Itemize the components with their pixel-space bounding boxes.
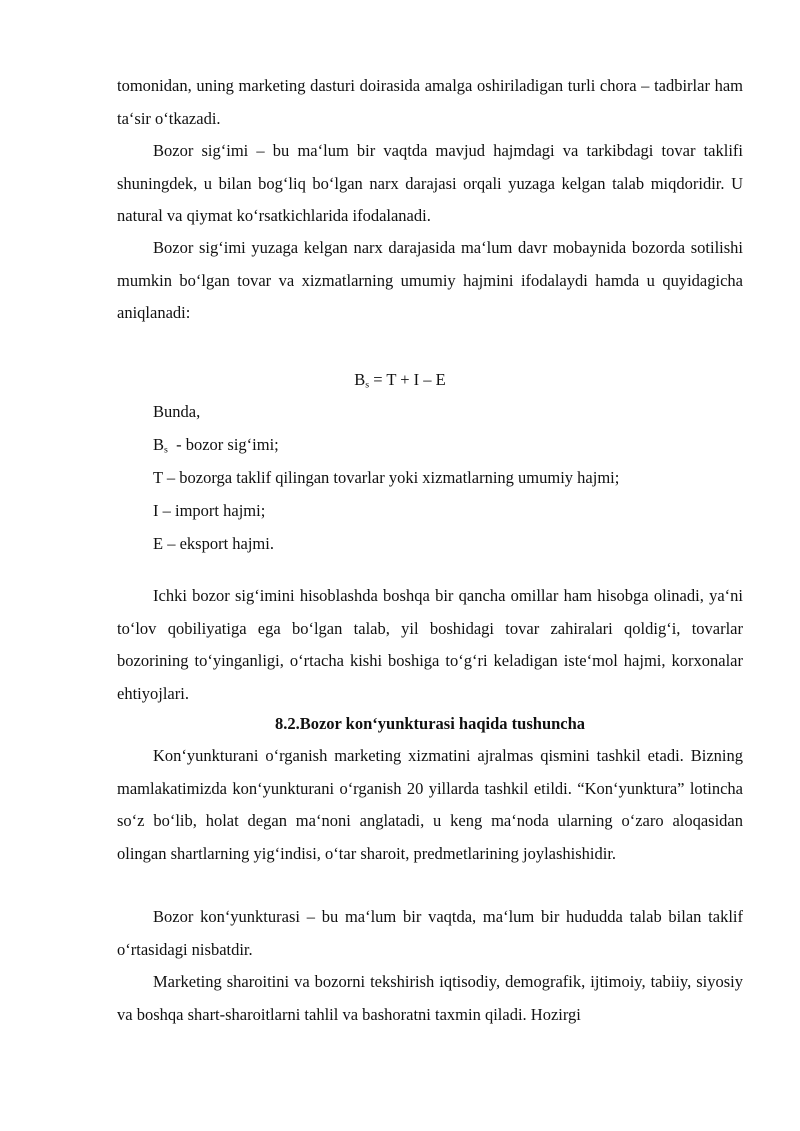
legend-e: E – eksport hajmi.	[153, 534, 274, 553]
formula-subscript: s	[365, 379, 370, 391]
paragraph-konyunktura-study: Kon‘yunkturani o‘rganish marketing xizmatini ajralmas qismini tashkil etadi. Bizning mamlakatimizda kon‘yunkturani o‘rganish 20 yillarda tashkil etildi. “Kon‘yunktura” lotincha so‘z bo‘lib, holat degan ma‘noni anglatadi, u keng ma‘noda ularning o‘zaro aloqasidan olingan shartlarning yig‘indisi, o‘tar sharoit, predmetlarining joylashishidir.	[117, 746, 743, 863]
legend-bs-base: B	[153, 435, 165, 454]
formula-base: B	[354, 370, 366, 389]
paragraph-bozor-sigimi-definition: Bozor sig‘imi – bu ma‘lum bir vaqtda mavjud hajmdagi va tarkibdagi tovar taklifi shuningdek, u bilan bog‘liq bo‘lgan narx darajasi orqali yuzaga kelgan talab miqdoridir. U natural va qiymat ko‘rsatkichlarida ifodalanadi.	[117, 141, 743, 225]
legend-t: T – bozorga taklif qilingan tovarlar yoki xizmatlarning umumiy hajmi;	[153, 468, 620, 487]
paragraph-bozor-sigimi-formula-intro: Bozor sig‘imi yuzaga kelgan narx darajasida ma‘lum davr mobaynida bozorda sotilishi mumkin bo‘lgan tovar va xizmatlarning umumiy hajmini ifodalaydi hamda u quyidagicha aniqlanadi:	[117, 238, 743, 322]
paragraph-bozor-konyunkturasi-definition: Bozor kon‘yunkturasi – bu ma‘lum bir vaqtda, ma‘lum bir hududda talab bilan taklif o‘rtasidagi nisbatdir.	[117, 907, 743, 959]
legend-i: I – import hajmi;	[153, 501, 266, 520]
formula-rest: = T + I – E	[369, 370, 446, 389]
legend-intro: Bunda,	[153, 402, 201, 421]
formula	[0, 364, 800, 396]
paragraph-ichki-bozor: Ichki bozor sig‘imini hisoblashda boshqa bir qancha omillar ham hisobga olinadi, ya‘ni to‘lov qobiliyatiga ega bo‘lgan talab, yil boshidagi tovar zahiralari qoldig‘i, tovarlar bozorining to‘yinganligi, o‘rtacha kishi boshiga to‘g‘ri keladigan iste‘mol hajmi, korxonalar ehtiyojlari.	[117, 586, 743, 703]
legend-bs	[153, 429, 279, 461]
section-heading: 8.2.Bozor kon‘yunkturasi haqida tushuncha	[274, 714, 586, 733]
legend-bs-text: - bozor sig‘imi;	[167, 435, 279, 454]
paragraph-continuation: tomonidan, uning marketing dasturi doirasida amalga oshiriladigan turli chora – tadbirlar ham ta‘sir o‘tkazadi.	[117, 76, 743, 128]
legend-bs-subscript: s	[164, 444, 168, 456]
paragraph-marketing-sharoiti: Marketing sharoitini va bozorni tekshirish iqtisodiy, demografik, ijtimoiy, tabiiy, siyosiy va boshqa shart-sharoitlarni tahlil va bashoratni taxmin qiladi. Hozirgi	[117, 972, 743, 1024]
